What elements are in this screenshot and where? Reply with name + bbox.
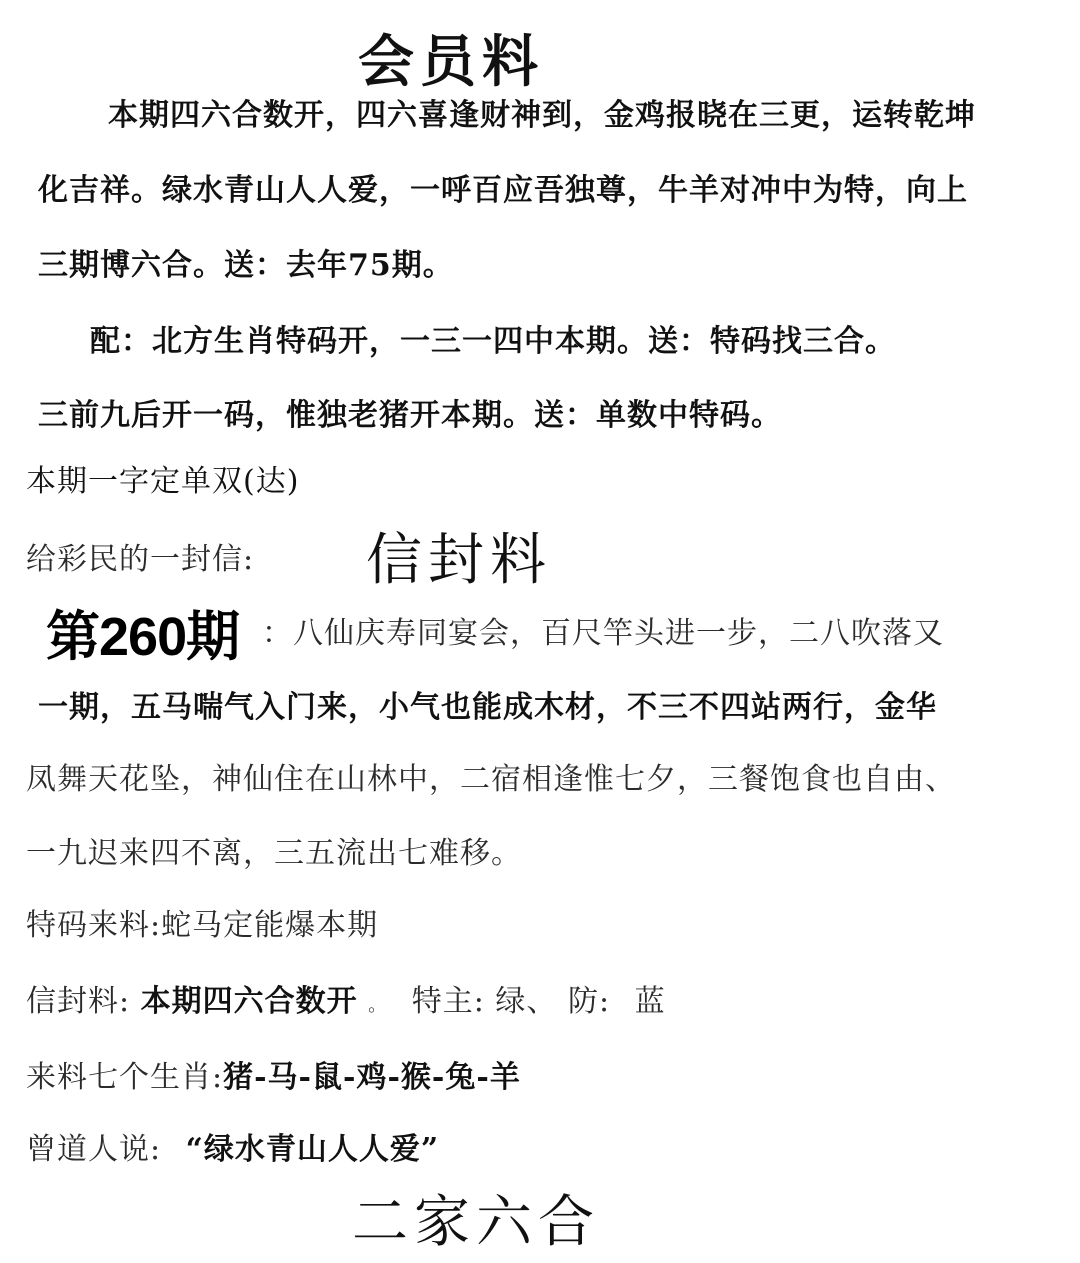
single-double-line: 本期一字定单双(达) xyxy=(26,464,300,499)
footer-title: 二家六合 xyxy=(352,1190,600,1255)
taoist-label: 曾道人说: xyxy=(26,1132,162,1167)
envelope-value: 本期四六合数开 xyxy=(140,984,358,1019)
special-code-label: 特码来料: xyxy=(26,908,162,943)
guard-label: 防: xyxy=(567,984,611,1019)
envelope-line xyxy=(26,976,666,1020)
member-para2-line1: 配：北方生肖特码开，一三一四中本期。送：特码找三合。 xyxy=(90,324,896,359)
zodiac-label: 来料七个生肖: xyxy=(26,1060,224,1095)
main-value: 绿、 xyxy=(495,984,558,1019)
member-para1-line2: 化吉祥。绿水青山人人爱，一呼百应吾独尊，牛羊对冲中为特，向上 xyxy=(38,173,968,208)
issue-poem-line4: 一九迟来四不离，三五流出七难移。 xyxy=(26,836,522,871)
special-code-line xyxy=(26,900,378,944)
taoist-line xyxy=(26,1124,439,1168)
member-para1-line1: 本期四六合数开，四六喜逢财神到，金鸡报晓在三更，运转乾坤 xyxy=(108,98,976,133)
special-code-value: 蛇马定能爆本期 xyxy=(161,908,379,943)
taoist-quote: “绿水青山人人爱” xyxy=(185,1132,440,1167)
zodiac-line xyxy=(26,1052,521,1096)
issue-poem-line1: ：八仙庆寿同宴会，百尺竿头进一步，二八吹落又 xyxy=(262,616,944,651)
member-para2-line2: 三前九后开一码，惟独老猪开本期。送：单数中特码。 xyxy=(38,398,782,433)
member-para1-line3: 三期博六合。送：去年75期。 xyxy=(38,248,454,283)
letter-title: 信封料 xyxy=(366,528,552,593)
guard-value: 蓝 xyxy=(634,984,666,1019)
letter-label: 给彩民的一封信: xyxy=(26,542,255,577)
member-title: 会员料 xyxy=(358,29,544,95)
issue-number: 第260期 xyxy=(46,607,240,667)
zodiac-value: 猪-马-鼠-鸡-猴-兔-羊 xyxy=(223,1060,521,1095)
issue-poem-line3: 凤舞天花坠，神仙住在山林中，二宿相逢惟七夕，三餐饱食也自由、 xyxy=(26,762,956,797)
envelope-label: 信封料: xyxy=(26,984,131,1019)
issue-poem-line2: 一期，五马喘气入门来，小气也能成木材，不三不四站两行，金华 xyxy=(38,690,937,725)
main-label: 特主: xyxy=(411,984,485,1019)
envelope-separator: 。 xyxy=(368,995,388,1016)
